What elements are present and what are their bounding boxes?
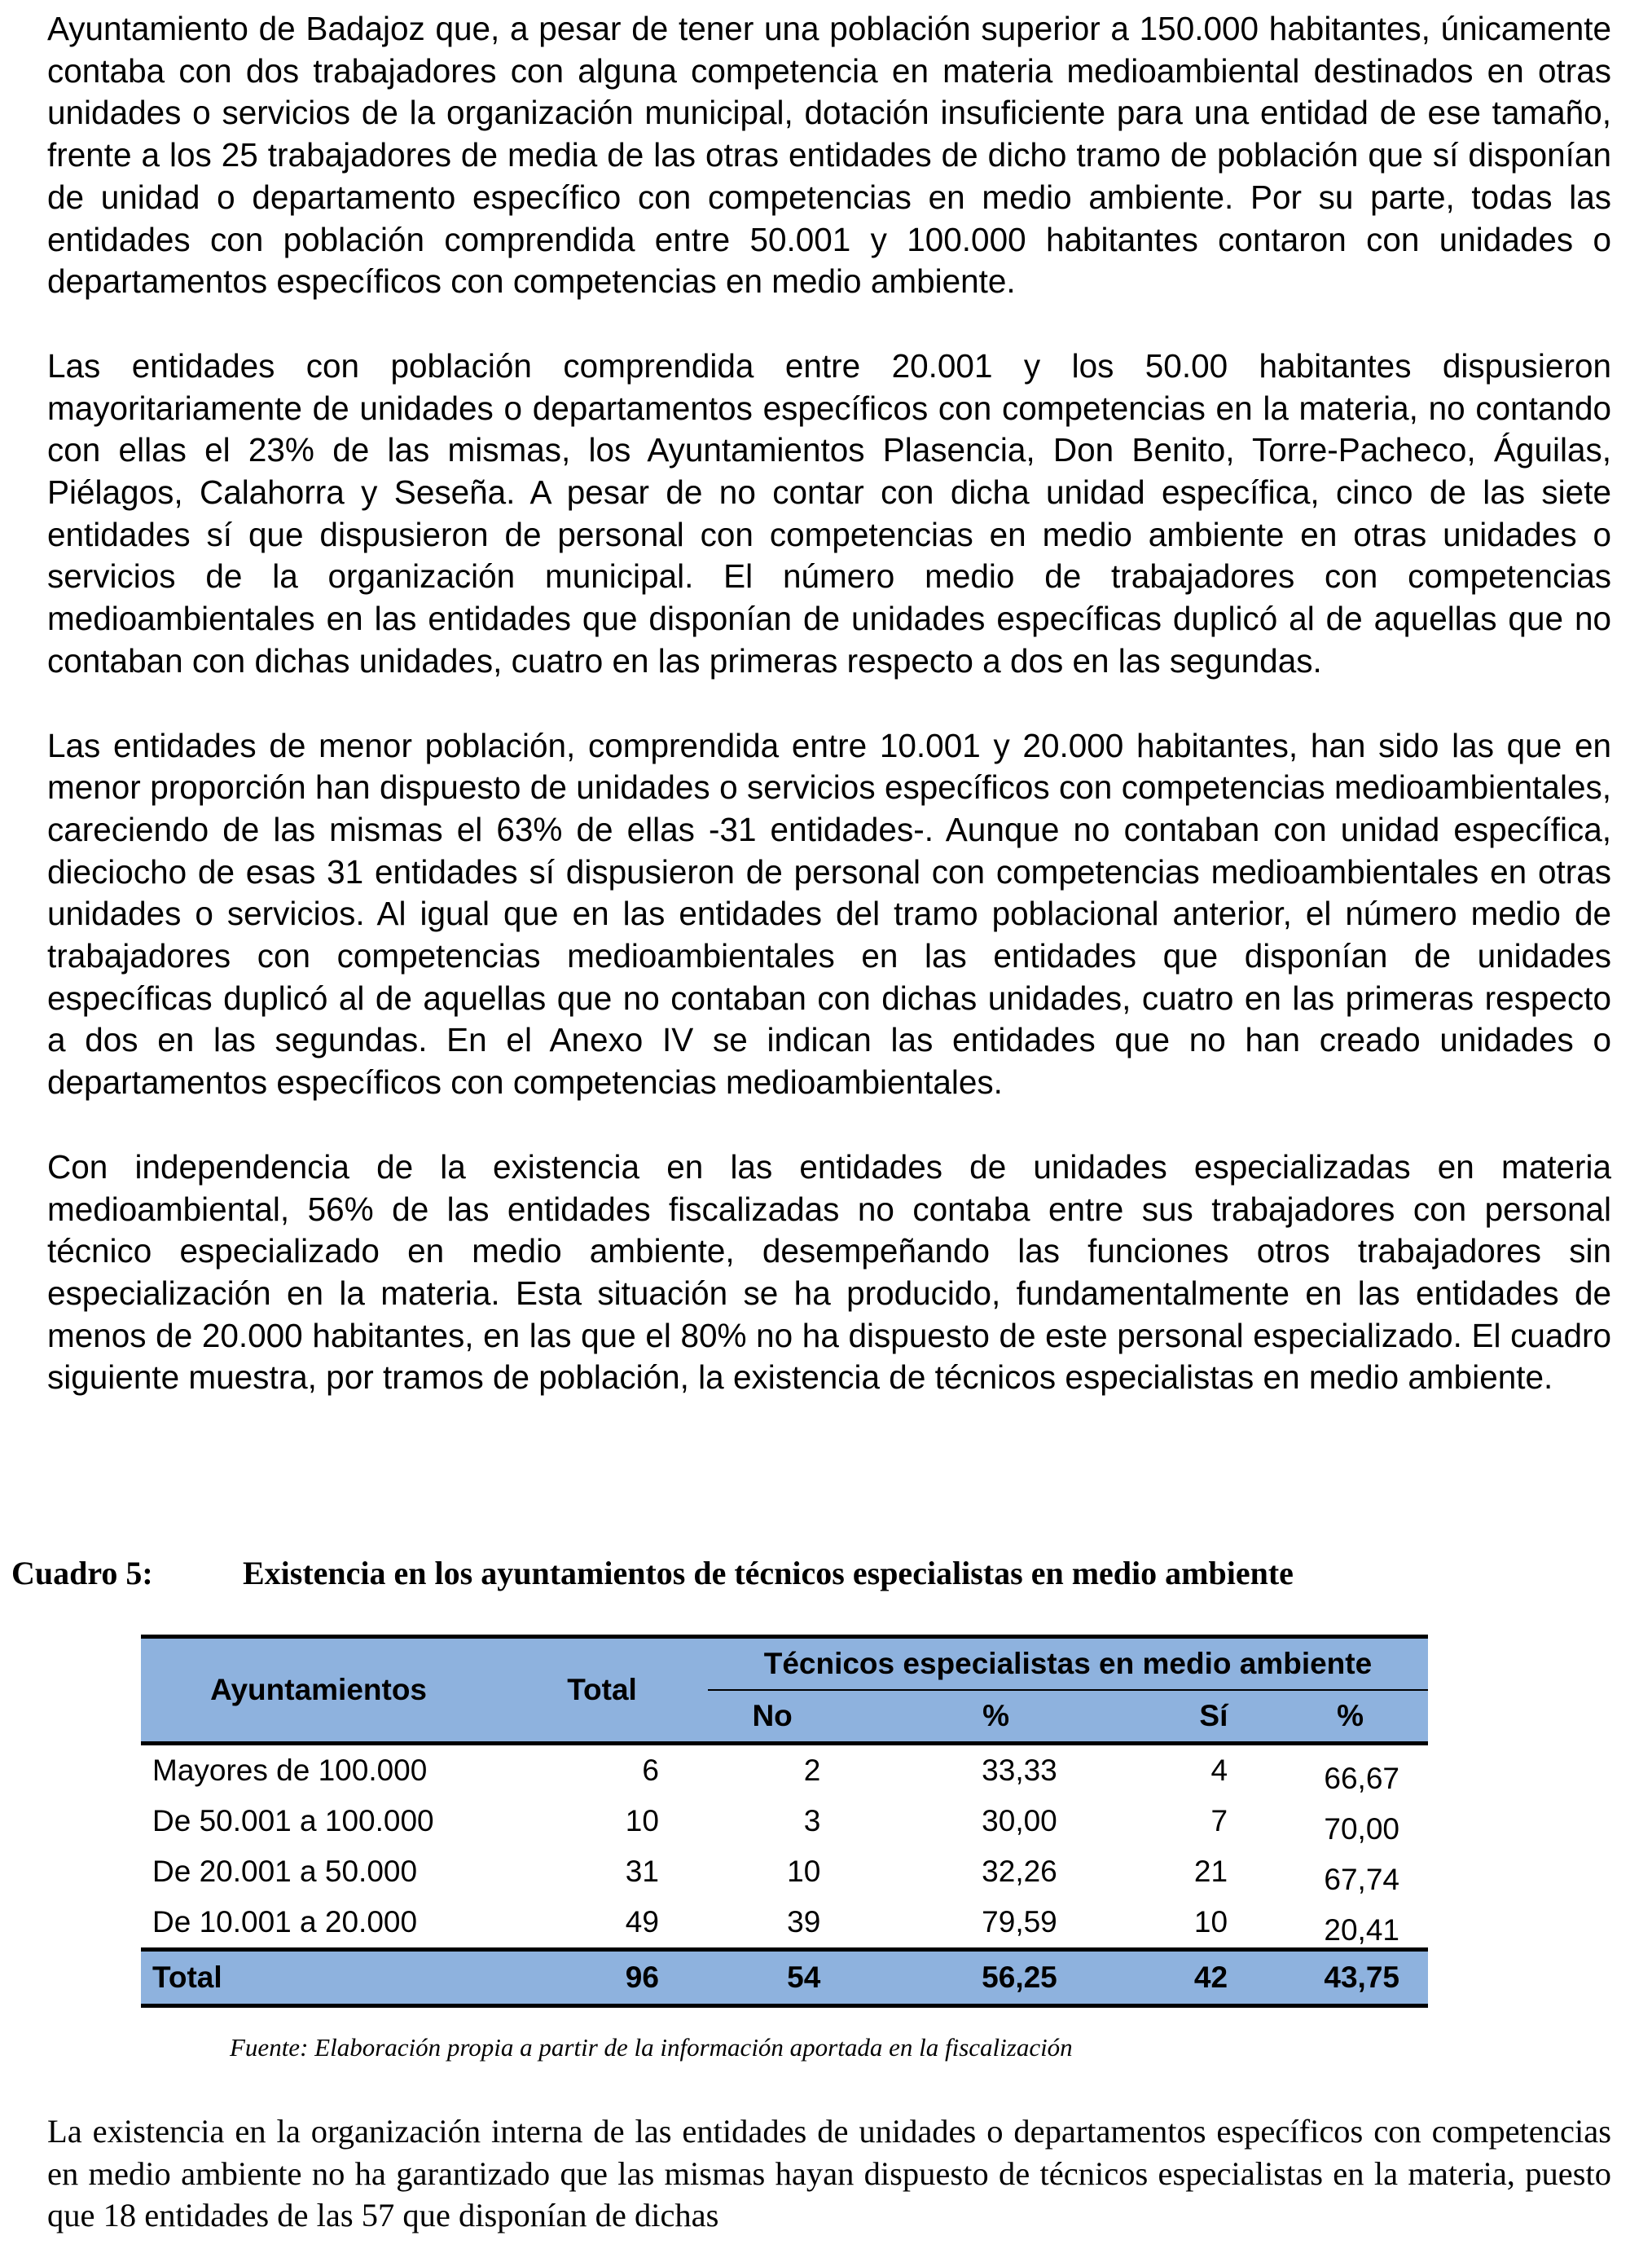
- caption-title: Existencia en los ayuntamientos de técnicos especialistas en medio ambiente: [243, 1555, 1294, 1591]
- table-row: [141, 1744, 1428, 1797]
- row-si: 21: [1193, 1855, 1228, 1888]
- row-name: Mayores de 100.000: [152, 1754, 428, 1787]
- caption-number: Cuadro 5:: [11, 1555, 153, 1591]
- row-no: 2: [803, 1754, 821, 1787]
- paragraph-3: Las entidades de menor población, comprendida entre 10.001 y 20.000 habitantes, han sido las que en menor proporción han dispuesto de unidades o servicios específicos con competencias medioambientales, careciendo de las mismas el 63% de ellas -31 entidades-. Aunque no contaban con unidad específica, dieciocho de esas 31 entidades sí dispusieron de personal con competencias medioambientales en otras unidades o servicios. Al igual que en las entidades del tramo poblacional anterior, el número medio de trabajadores con competencias medioambientales en las entidades que disponían de unidades específicas duplicó al de aquellas que no contaban con dichas unidades, cuatro en las primeras respecto a dos en las segundas. En el Anexo IV se indican las entidades que no han creado unidades o departamentos específicos con competencias medioambientales.: [47, 726, 1611, 1102]
- header-no: No: [708, 1690, 837, 1744]
- row-pct-si: 67,74: [1324, 1863, 1399, 1896]
- table-caption: [11, 1553, 1575, 1594]
- row-pct-si: 70,00: [1324, 1812, 1399, 1846]
- row-pct-si: 20,41: [1324, 1913, 1399, 1947]
- document-body-continued: [47, 2110, 1611, 2237]
- row-total: 10: [625, 1804, 659, 1837]
- row-no: 10: [787, 1855, 821, 1888]
- row-pct-no: 33,33: [982, 1754, 1057, 1787]
- row-total: 49: [625, 1905, 659, 1939]
- header-si: Sí: [1155, 1690, 1272, 1744]
- row-pct-no: 79,59: [982, 1905, 1057, 1939]
- row-total: 6: [642, 1754, 659, 1787]
- row-pct-no: 30,00: [982, 1804, 1057, 1837]
- row-total: 31: [625, 1855, 659, 1888]
- row-name: De 10.001 a 20.000: [152, 1905, 418, 1939]
- document-body: [47, 8, 1611, 1399]
- table-source: Fuente: Elaboración propia a partir de la información aportada en la fiscalización: [230, 2033, 1073, 2062]
- total-name: Total: [141, 1950, 496, 2006]
- paragraph-1: Ayuntamiento de Badajoz que, a pesar de tener una población superior a 150.000 habitantes, únicamente contaba con dos trabajadores con alguna competencia en materia medioambiental destinados en otras unidades o servicios de la organización municipal, dotación insuficiente para una entidad de ese tamaño, frente a los 25 trabajadores de media de las otras entidades de dicho tramo de población que sí disponían de unidad o departamento específico con competencias en medio ambiente. Por su parte, todas las entidades con población comprendida entre 50.001 y 100.000 habitantes contaron con unidades o departamentos específicos con competencias en medio ambiente.: [47, 10, 1611, 301]
- row-name: De 50.001 a 100.000: [152, 1804, 434, 1837]
- row-pct-si: 66,67: [1324, 1762, 1399, 1795]
- header-ayuntamientos: Ayuntamientos: [141, 1637, 496, 1744]
- total-pct-no: 56,25: [837, 1950, 1154, 2006]
- row-si: 4: [1210, 1754, 1228, 1787]
- row-si: 10: [1193, 1905, 1228, 1939]
- header-group: Técnicos especialistas en medio ambiente: [708, 1637, 1428, 1691]
- header-total: Total: [496, 1637, 708, 1744]
- total-pct-si: 43,75: [1272, 1950, 1428, 2006]
- header-pct-si: %: [1272, 1690, 1428, 1744]
- table-row: [141, 1796, 1428, 1846]
- header-pct-no: %: [837, 1690, 1154, 1744]
- row-no: 39: [787, 1905, 821, 1939]
- total-si: 42: [1155, 1950, 1272, 2006]
- paragraph-2: Las entidades con población comprendida entre 20.001 y los 50.00 habitantes dispusieron mayoritariamente de unidades o departamentos específicos con competencias en la materia, no contando con ellas el 23% de las mismas, los Ayuntamientos Plasencia, Don Benito, Torre-Pacheco, Águilas, Piélagos, Calahorra y Seseña. A pesar de no contar con dicha unidad específica, cinco de las siete entidades sí que dispusieron de personal con competencias en medio ambiente en otras unidades o servicios de la organización municipal. El número medio de trabajadores con competencias medioambientales en las entidades que disponían de unidades específicas duplicó al de aquellas que no contaban con dichas unidades, cuatro en las primeras respecto a dos en las segundas.: [47, 346, 1611, 680]
- row-name: De 20.001 a 50.000: [152, 1855, 418, 1888]
- total-row: [141, 1950, 1428, 2006]
- row-pct-no: 32,26: [982, 1855, 1057, 1888]
- paragraph-5: La existencia en la organización interna de las entidades de unidades o departamentos específicos con competencias en medio ambiente no ha garantizado que las mismas hayan dispuesto de técnicos especialistas en la materia, puesto que 18 entidades de las 57 que disponían de dichas: [47, 2113, 1611, 2234]
- row-si: 7: [1210, 1804, 1228, 1837]
- cuadro-5-table: [141, 1635, 1428, 2008]
- table-row: [141, 1846, 1428, 1897]
- total-no: 54: [708, 1950, 837, 2006]
- paragraph-4: Con independencia de la existencia en las entidades de unidades especializadas en materia medioambiental, 56% de las entidades fiscalizadas no contaba entre sus trabajadores con personal técnico especializado en medio ambiente, desempeñando las funciones otros trabajadores sin especialización en la materia. Esta situación se ha producido, fundamentalmente en las entidades de menos de 20.000 habitantes, en las que el 80% no ha dispuesto de este personal especializado. El cuadro siguiente muestra, por tramos de población, la existencia de técnicos especialistas en medio ambiente.: [47, 1147, 1611, 1397]
- total-total: 96: [496, 1950, 708, 2006]
- table-row: [141, 1897, 1428, 1950]
- row-no: 3: [803, 1804, 821, 1837]
